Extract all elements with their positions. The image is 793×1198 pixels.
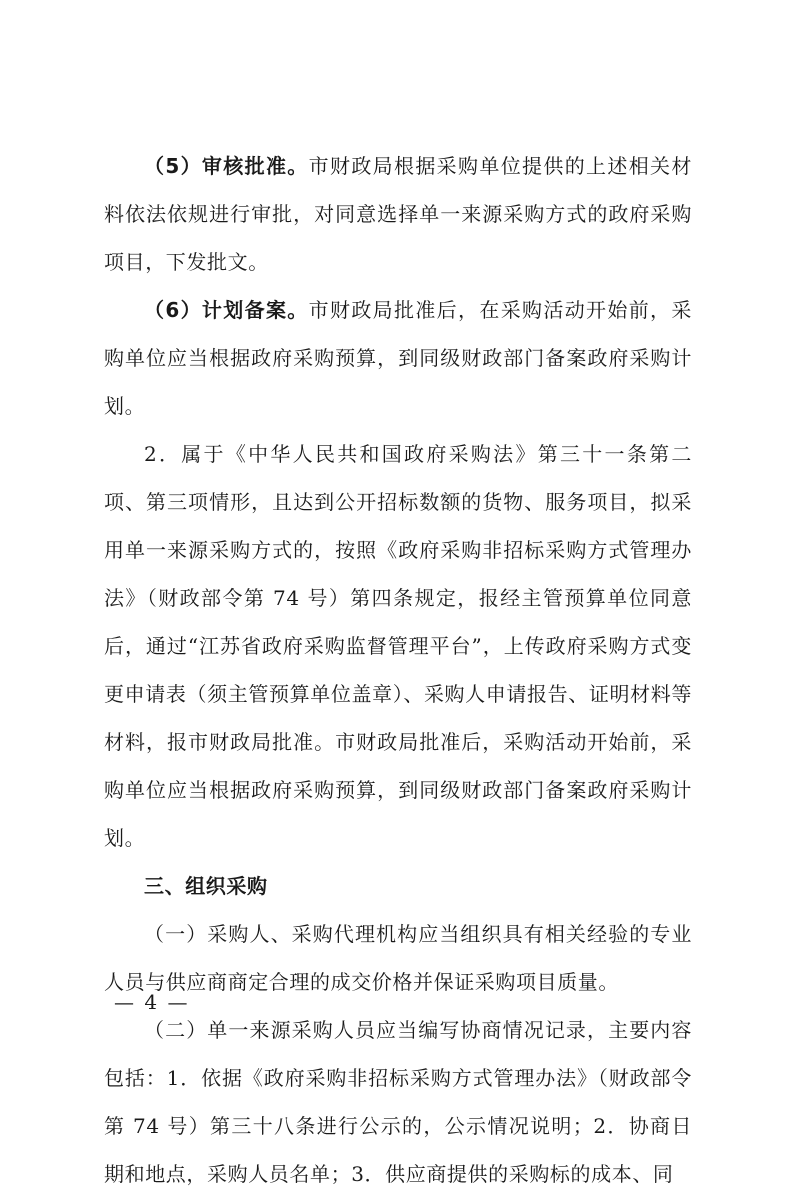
paragraph-item-2 [104, 430, 692, 862]
paragraph-text: 2．属于《中华人民共和国政府采购法》第三十一条第二项、第三项情形，且达到公开招标数额的货物、服务项目，拟采用单一来源采购方式的，按照《政府采购非招标采购方式管理办法》（财政部令第 74 号）第四条规定，报经主管预算单位同意后，通过“江苏省政府采购监督管理平台”，上传政府采购方式变更申请表（须主管预算单位盖章）、采购人申请报告、证明材料等材料，报市财政局批准。市财政局批准后，采购活动开始前，采购单位应当根据政府采购预算，到同级财政部门备案政府采购计划。 [104, 442, 692, 850]
section-heading: 三、组织采购 [144, 874, 268, 898]
paragraph-text: 市财政局根据采购单位提供的上述相关材料依法依规进行审批，对同意选择单一来源采购方式的政府采购项目，下发批文。 [104, 154, 692, 274]
page-number: — 4 — [114, 990, 190, 1014]
paragraph-lead: （6）计划备案。 [144, 298, 309, 322]
paragraph-section-item-2: （二）单一来源采购人员应当编写协商情况记录，主要内容包括：1．依据《政府采购非招标采购方式管理办法》（财政部令第 74 号）第三十八条进行公示的，公示情况说明；2．协商日期和地点，采购人员名单；3．供应商提供的采购标的成本、同 [104, 1018, 692, 1186]
paragraph-text: 市财政局批准后，在采购活动开始前，采购单位应当根据政府采购预算，到同级财政部门备案政府采购计划。 [104, 298, 692, 418]
paragraph-plan-filing [104, 286, 692, 430]
document-body [104, 142, 692, 1198]
paragraph-approval [104, 142, 692, 286]
paragraph-lead: （5）审核批准。 [144, 154, 309, 178]
paragraph-section-item-1: （一）采购人、采购代理机构应当组织具有相关经验的专业人员与供应商商定合理的成交价格并保证采购项目质量。 [104, 922, 692, 994]
